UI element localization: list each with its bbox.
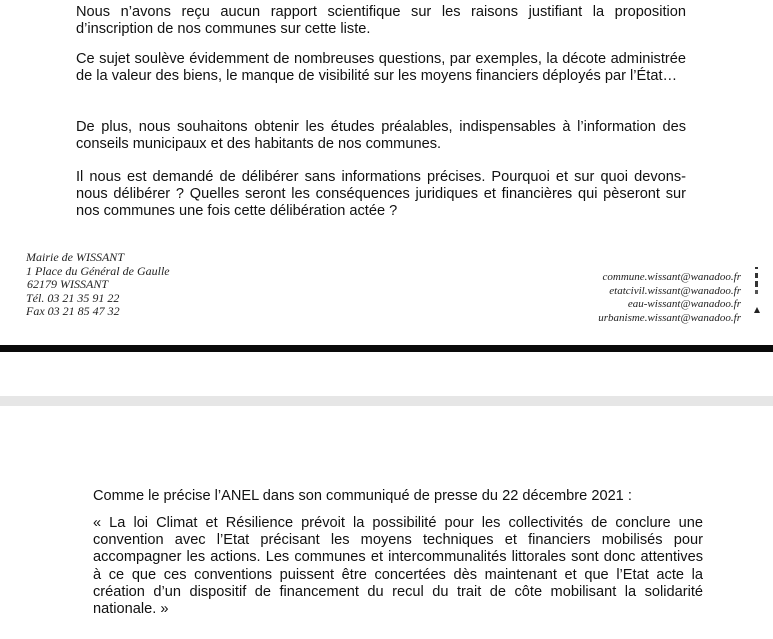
paragraph-deliberation: Il nous est demandé de délibérer sans informations précises. Pourquoi et sur quoi devons-nous délibérer ? Quelles seront les conséquences juridiques et financières qui pèseront sur nos communes une fois cette délibération actée ?: [76, 169, 686, 219]
document-page-2: [0, 406, 773, 639]
printer-mark-icon: [753, 265, 761, 321]
email-contacts: [598, 271, 741, 325]
page-gap: [0, 352, 773, 396]
address-line: 1 Place du Général de Gaulle: [26, 263, 170, 278]
email-line: urbanisme.wissant@wanadoo.fr: [598, 311, 741, 324]
paragraph-questions: Ce sujet soulève évidemment de nombreuses questions, par exemples, la décote administrée de la valeur des biens, le manque de visibilité sur les moyens financiers déployés par l’État…: [76, 51, 686, 84]
address-line: Fax 03 21 85 47 32: [26, 304, 120, 318]
mairie-address: [26, 251, 170, 319]
quote-intro: Comme le précise l’ANEL dans son communiqué de presse du 22 décembre 2021 :: [93, 488, 632, 504]
paragraph-scientific-report: Nous n’avons reçu aucun rapport scientifique sur les raisons justifiant la proposition d’inscription de nos communes sur cette liste.: [76, 4, 686, 37]
page-separator-bar: [0, 345, 773, 352]
email-line: commune.wissant@wanadoo.fr: [602, 271, 741, 283]
email-line: etatcivil.wissant@wanadoo.fr: [609, 284, 741, 297]
email-line: eau-wissant@wanadoo.fr: [627, 298, 741, 310]
paragraph-studies: De plus, nous souhaitons obtenir les études préalables, indispensables à l’information des conseils municipaux et des habitants de nos communes.: [76, 119, 686, 152]
address-line: 62179 WISSANT: [27, 277, 108, 291]
page-border: [0, 396, 773, 406]
address-line: Tél. 03 21 35 91 22: [26, 290, 120, 305]
anel-quote: « La loi Climat et Résilience prévoit la possibilité pour les collectivités de conclure une convention avec l’Etat précisant les moyens techniques et financiers mobilisés pour accompagner les actions. Les communes et intercommunalités littorales sont donc attentives à ce que ces conventions puissent être concertées dès maintenant et que l’Etat acte la création d’un dispositif de financement du recul du trait de côte mobilisant la solidarité nationale. »: [93, 515, 703, 618]
address-line: Mairie de WISSANT: [26, 250, 124, 264]
